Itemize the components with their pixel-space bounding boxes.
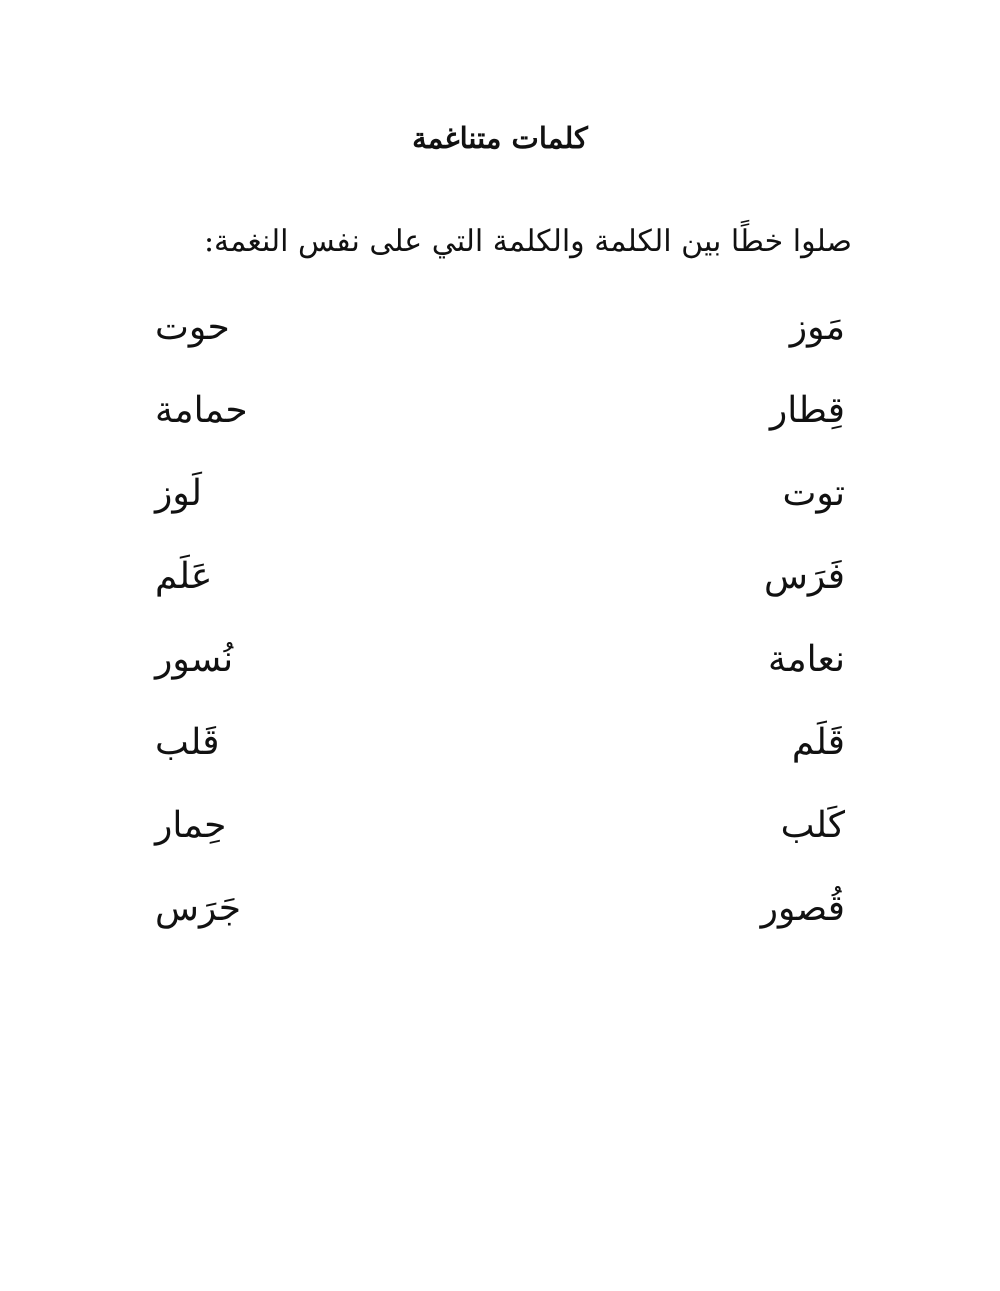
matching-pairs xyxy=(155,300,845,964)
pair-row xyxy=(155,466,845,549)
right-column-word[interactable]: فَرَس xyxy=(763,556,845,597)
left-column-word[interactable]: حمامة xyxy=(155,390,248,431)
pair-row xyxy=(155,549,845,632)
left-column-word[interactable]: نُسور xyxy=(155,639,234,680)
right-column-word[interactable]: قُصور xyxy=(760,888,845,929)
pair-row xyxy=(155,798,845,881)
pair-row xyxy=(155,715,845,798)
right-column-word[interactable]: توت xyxy=(782,473,845,514)
right-column-word[interactable]: كَلب xyxy=(780,805,845,846)
right-column-word[interactable]: مَوز xyxy=(789,307,845,348)
right-column-word[interactable]: قَلَم xyxy=(791,722,845,763)
pair-row xyxy=(155,300,845,383)
right-column-word[interactable]: قِطار xyxy=(769,390,845,431)
left-column-word[interactable]: حوت xyxy=(155,307,230,348)
instruction-text: صلوا خطًا بين الكلمة والكلمة التي على نفس النغمة: xyxy=(203,224,852,259)
pair-row xyxy=(155,632,845,715)
left-column-word[interactable]: جَرَس xyxy=(155,888,242,929)
pair-row xyxy=(155,881,845,964)
left-column-word[interactable]: حِمار xyxy=(155,805,227,846)
left-column-word[interactable]: عَلَم xyxy=(155,556,213,597)
left-column-word[interactable]: لَوز xyxy=(155,473,202,514)
right-column-word[interactable]: نعامة xyxy=(768,639,845,680)
pair-row xyxy=(155,383,845,466)
page-title: كلمات متناغمة xyxy=(412,121,588,155)
left-column-word[interactable]: قَلب xyxy=(155,722,220,763)
